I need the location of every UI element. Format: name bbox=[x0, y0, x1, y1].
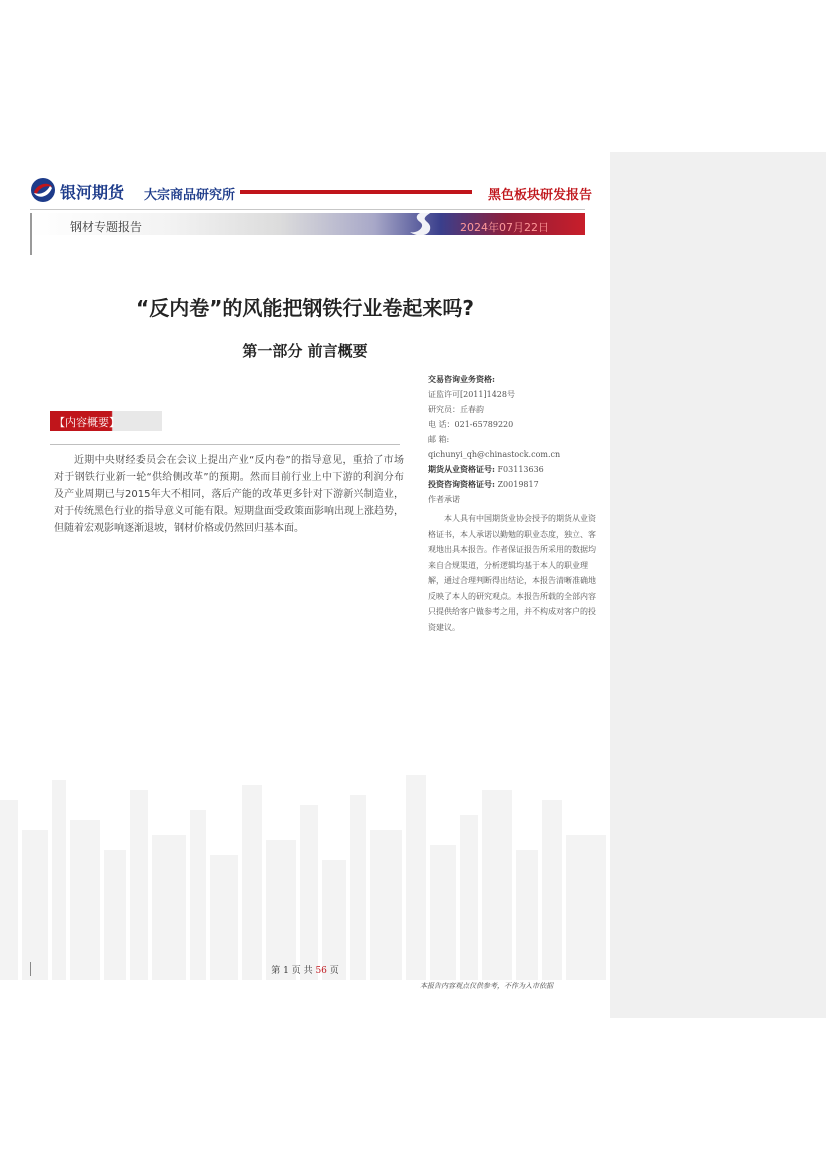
report-type: 钢材专题报告 bbox=[70, 220, 143, 234]
invest-cert-label: 投资咨询资格证号: bbox=[428, 479, 495, 489]
page-suffix: 页 bbox=[329, 966, 339, 976]
futures-cert-number: F03113636 bbox=[497, 465, 544, 474]
page-current: 1 bbox=[283, 966, 289, 976]
banner-left-rule bbox=[30, 213, 32, 255]
page-total: 56 bbox=[315, 966, 327, 976]
sidebar-background bbox=[610, 152, 826, 1018]
report-date: 2024年07月22日 bbox=[460, 221, 549, 234]
banner-s-logo-icon bbox=[408, 208, 438, 240]
qualification-number: 证监许可[2011]1428号 bbox=[428, 390, 515, 399]
futures-cert-label: 期货从业资格证号: bbox=[428, 464, 495, 474]
company-logo bbox=[30, 177, 130, 209]
header-red-rule bbox=[240, 190, 472, 194]
analyst-phone: 电 话：021-65789220 bbox=[428, 420, 514, 429]
analyst-info bbox=[428, 372, 596, 635]
summary-paragraph: 近期中央财经委员会在会议上提出产业“反内卷”的指导意见，重拾了市场对于钢铁行业新一轮“供给侧改革”的预期。然而目前行业上中下游的利润分布及产业周期已与2015年大不相同，落后产能的改革更多针对下游新兴制造业，对于传统黑色行业的指导意义可能有限。短期盘面受政策面影响出现上涨趋势，但随着宏观影响逐渐退坡，钢材价格或仍然回归基本面。 bbox=[54, 455, 404, 534]
invest-cert-number: Z0019817 bbox=[497, 480, 539, 489]
qualification-title: 交易咨询业务资格: bbox=[428, 374, 495, 384]
author-statement: 本人具有中国期货业协会授予的期货从业资格证书，本人承诺以勤勉的职业态度，独立、客观地出具本报告。作者保证报告所采用的数据均来自合规渠道，分析逻辑均基于本人的职业理解，通过合理判断得出结论，本报告清晰准确地反映了本人的研究观点。本报告所载的全部内容只提供给客户做参考之用，并不构成对客户的投资建议。 bbox=[428, 514, 596, 632]
analyst-email: qichunyi_qh@chinastock.com.cn bbox=[428, 450, 561, 459]
analyst-name: 研究员：丘春韵 bbox=[428, 405, 484, 414]
page-mid: 页 共 bbox=[291, 966, 313, 976]
summary-tag bbox=[50, 411, 162, 431]
analyst-email-label: 邮 箱: bbox=[428, 435, 450, 444]
section-title: 第一部分 前言概要 bbox=[242, 342, 368, 360]
page-number bbox=[0, 963, 610, 976]
header-divider bbox=[30, 209, 585, 210]
statement-title: 作者承诺 bbox=[428, 495, 460, 504]
company-name: 银河期货 bbox=[60, 183, 125, 202]
page-prefix: 第 bbox=[271, 966, 281, 976]
summary-divider bbox=[50, 444, 400, 445]
galaxy-logo-icon bbox=[30, 177, 56, 203]
city-skyline-watermark bbox=[0, 760, 610, 980]
footer-disclaimer: 本报告内容观点仅供参考，不作为入市依据 bbox=[420, 982, 553, 990]
summary-tag-label: 【内容概要】 bbox=[54, 416, 120, 429]
department-name: 大宗商品研究所 bbox=[144, 188, 236, 203]
series-title: 黑色板块研发报告 bbox=[488, 188, 593, 203]
report-title: “反内卷”的风能把钢铁行业卷起来吗? bbox=[136, 296, 474, 320]
